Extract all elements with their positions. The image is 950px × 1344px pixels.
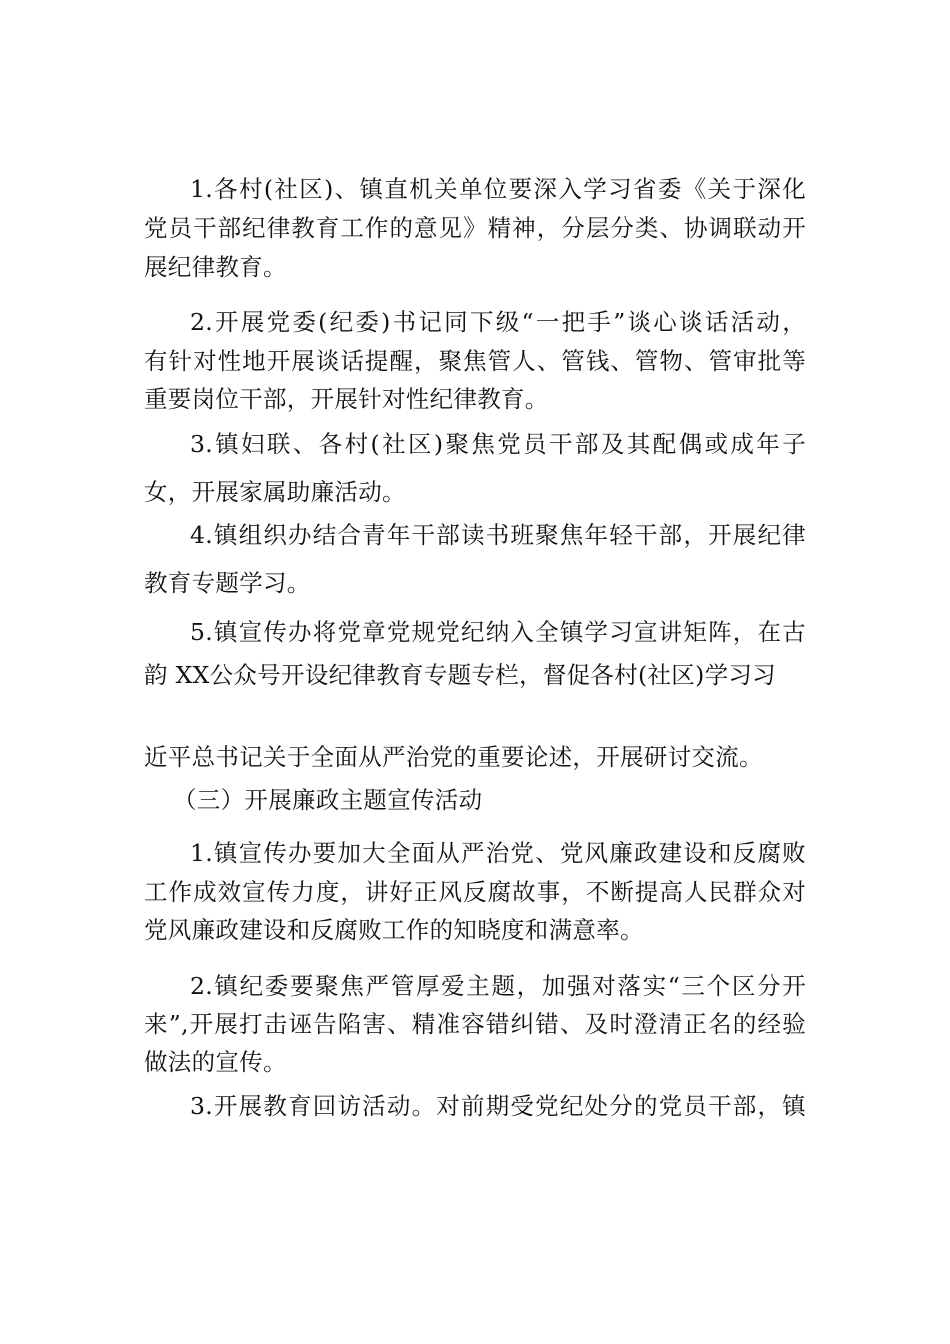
para6-line1: 1.镇宣传办要加大全面从严治党、党风廉政建设和反腐败: [190, 839, 806, 867]
para2-line1: 2.开展党委(纪委)书记同下级“一把手”谈心谈话活动，: [190, 308, 806, 336]
para3-line1: 3.镇妇联、各村(社区)聚焦党员干部及其配偶或成年子: [190, 430, 806, 458]
para4-line1: 4.镇组织办结合青年干部读书班聚焦年轻干部，开展纪律: [190, 521, 806, 549]
para5-line3: 近平总书记关于全面从严治党的重要论述，开展研讨交流。: [144, 743, 763, 771]
section-heading: （三）开展廉政主题宣传活动: [173, 786, 483, 814]
para1-line1: 1.各村(社区)、镇直机关单位要深入学习省委《关于深化: [190, 175, 806, 203]
para8-line1: 3.开展教育回访活动。对前期受党纪处分的党员干部，镇: [190, 1092, 806, 1120]
para6-line2: 工作成效宣传力度，讲好正风反腐故事，不断提高人民群众对: [144, 878, 806, 906]
para2-line2: 有针对性地开展谈话提醒，聚焦管人、管钱、管物、管审批等: [144, 347, 806, 375]
para6-line3: 党风廉政建设和反腐败工作的知晓度和满意率。: [144, 916, 644, 944]
para5-line1: 5.镇宣传办将党章党规党纪纳入全镇学习宣讲矩阵，在古: [190, 618, 806, 646]
para7-line2: 来”,开展打击诬告陷害、精准容错纠错、及时澄清正名的经验: [144, 1010, 806, 1038]
para3-line2: 女，开展家属助廉活动。: [144, 478, 406, 506]
para4-line2: 教育专题学习。: [144, 569, 311, 597]
para5-line2: 韵 XX公众号开设纪律教育专题专栏，督促各村(社区)学习习: [144, 661, 776, 689]
para1-line3: 展纪律教育。: [144, 253, 287, 281]
para1-line2: 党员干部纪律教育工作的意见》精神，分层分类、协调联动开: [144, 214, 806, 242]
para7-line1: 2.镇纪委要聚焦严管厚爱主题，加强对落实“三个区分开: [190, 972, 806, 1000]
para2-line3: 重要岗位干部，开展针对性纪律教育。: [144, 385, 549, 413]
para7-line3: 做法的宣传。: [144, 1048, 287, 1076]
